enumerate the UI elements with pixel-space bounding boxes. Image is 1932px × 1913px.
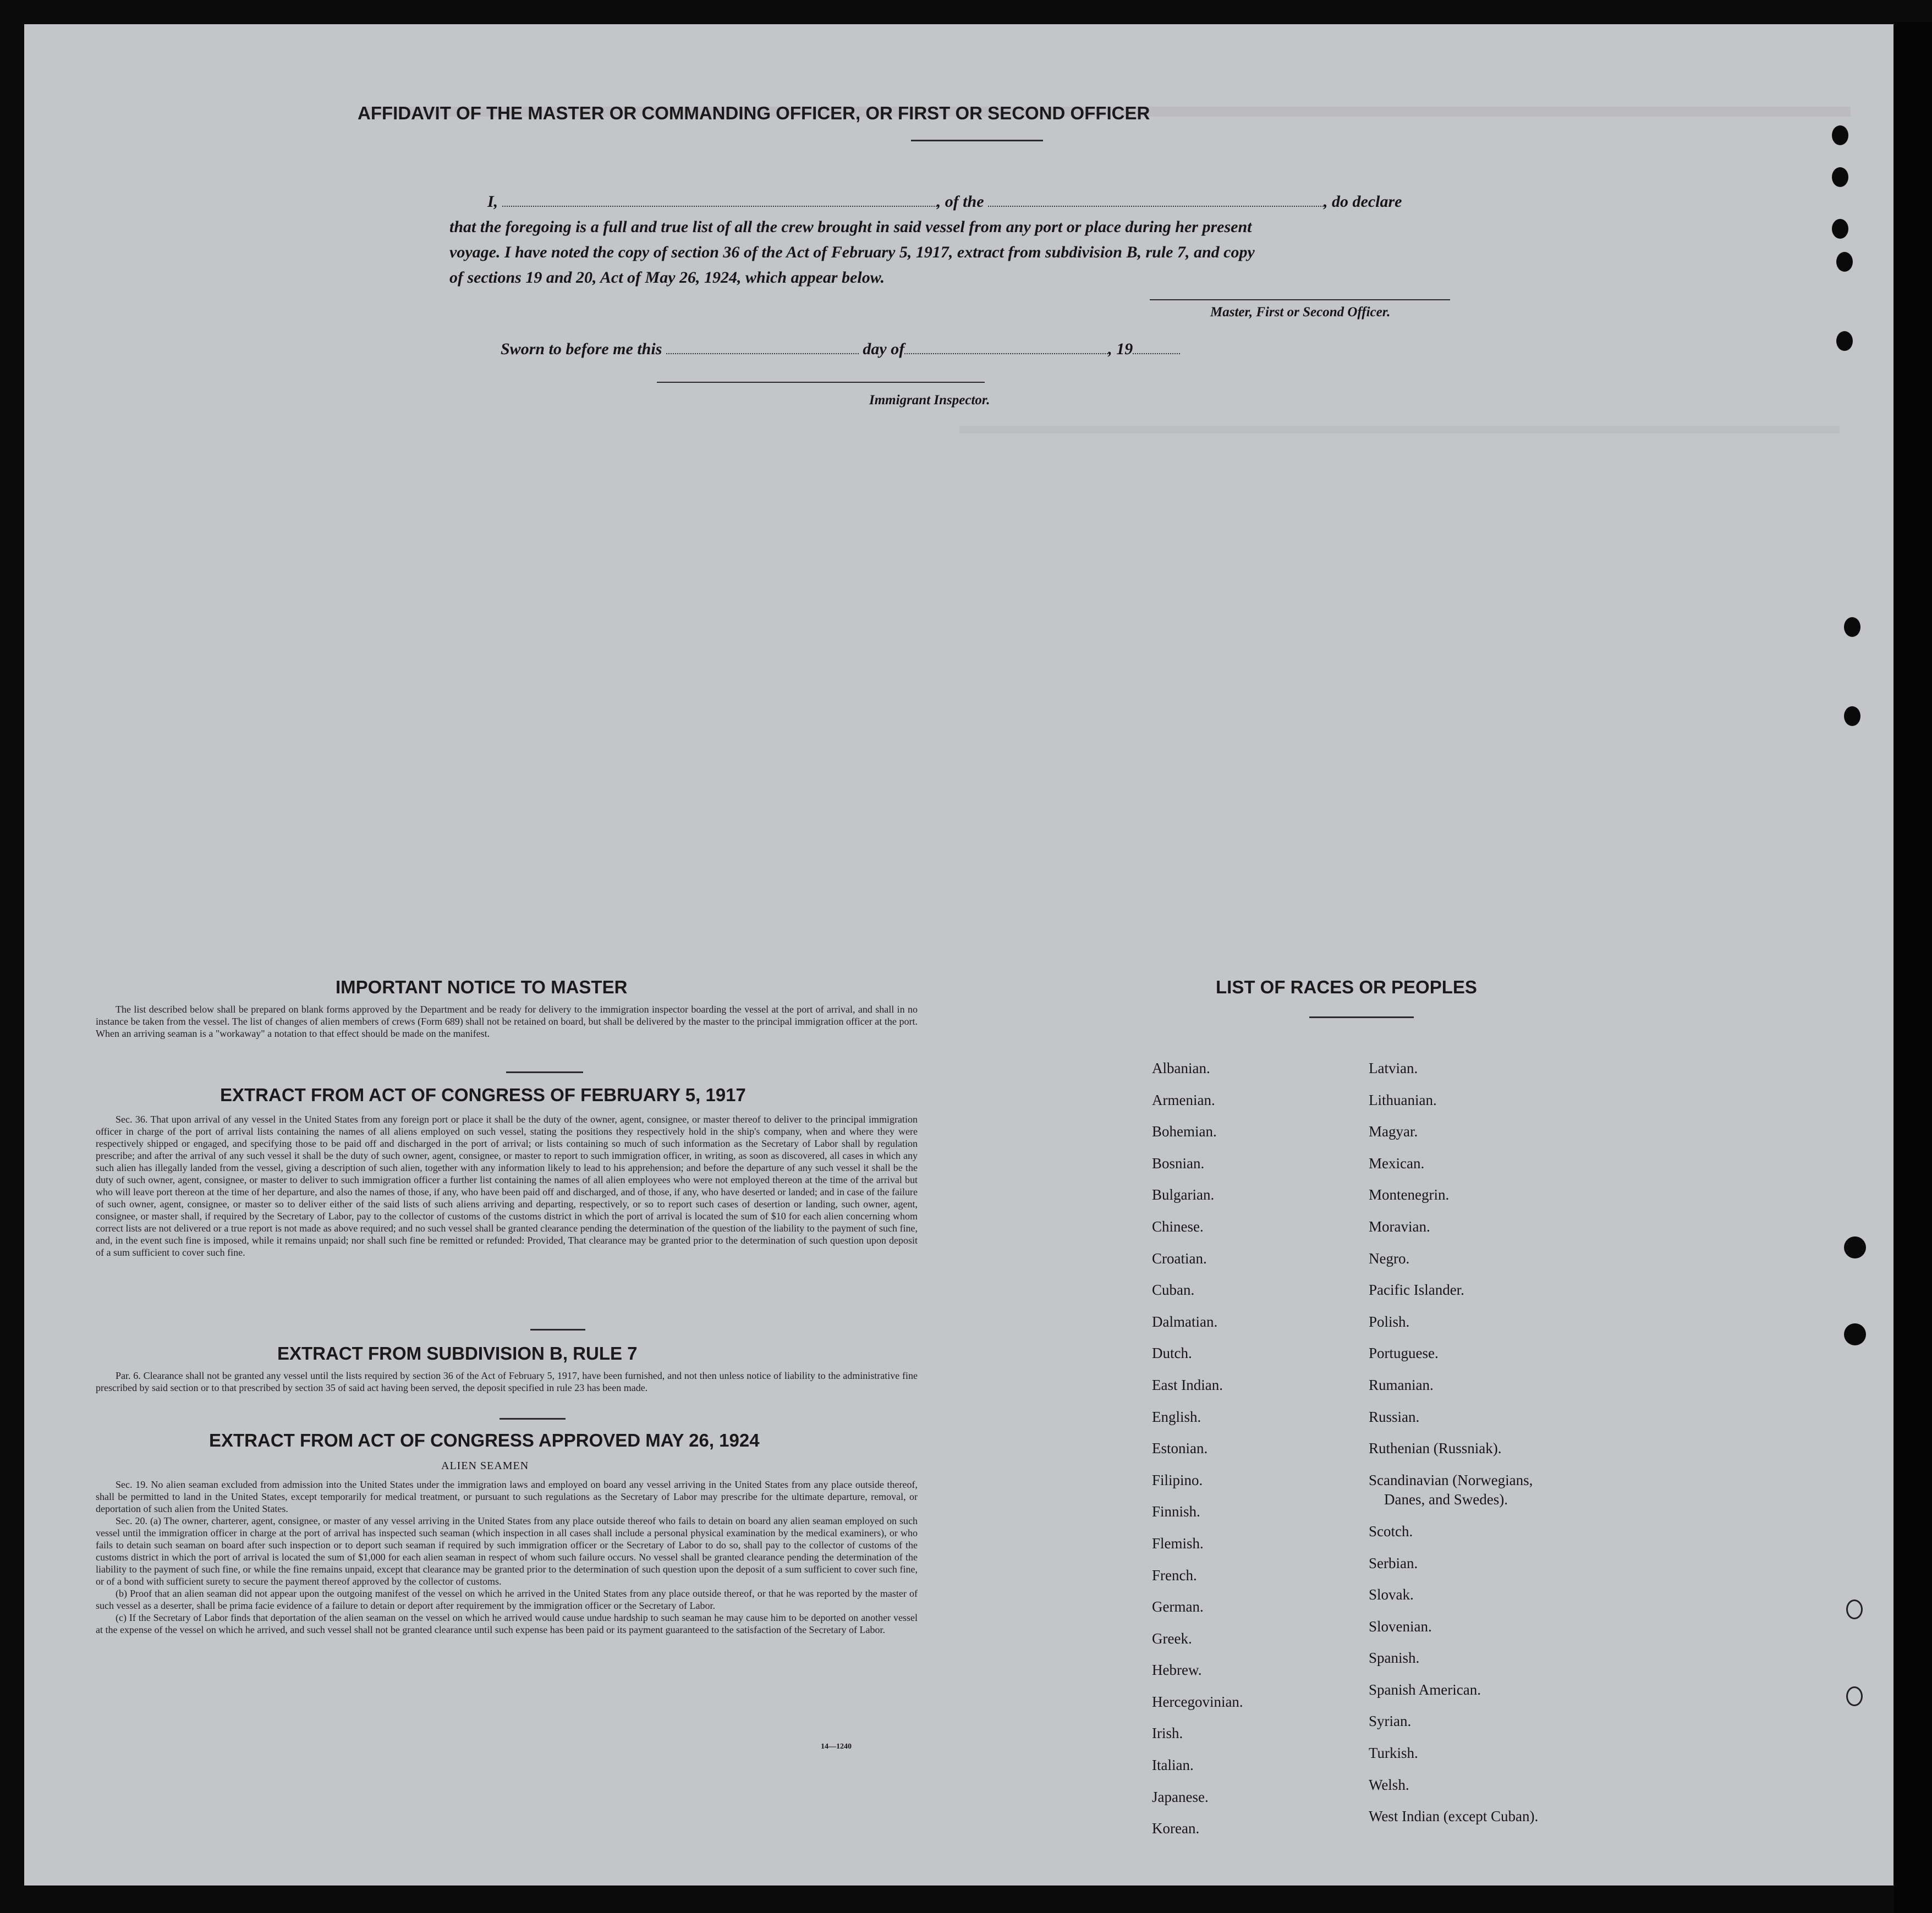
binder-hole (1832, 219, 1848, 239)
binder-hole (1844, 1236, 1866, 1258)
sworn-month-blank[interactable] (904, 339, 1108, 354)
act-1917-title: EXTRACT FROM ACT OF CONGRESS OF FEBRUARY 5, 1917 (220, 1085, 746, 1105)
race-item: Flemish. (1152, 1535, 1204, 1552)
act-1924-title: EXTRACT FROM ACT OF CONGRESS APPROVED MAY 26, 1924 (209, 1430, 760, 1450)
notice-title: IMPORTANT NOTICE TO MASTER (336, 977, 628, 997)
race-item: Filipino. (1152, 1471, 1203, 1488)
binder-hole (1844, 617, 1860, 637)
scan-border (1893, 22, 1932, 1913)
race-item: Latvian. (1369, 1060, 1418, 1076)
affidavit-title: AFFIDAVIT OF THE MASTER OR COMMANDING OFFICER, OR FIRST OR SECOND OFFICER (358, 103, 1150, 123)
declaration-line-1 (487, 189, 1402, 215)
declaration-line-2: that the foregoing is a full and true list of all the crew brought in said vessel from any port or place during her present (449, 218, 1252, 236)
race-item: Spanish. (1369, 1650, 1420, 1667)
race-item: Ruthenian (Russniak). (1369, 1440, 1502, 1457)
race-item: German. (1152, 1598, 1204, 1615)
race-item: Finnish. (1152, 1503, 1200, 1520)
race-item: Scandinavian (Norwegians, (1369, 1471, 1533, 1488)
race-item: Slovenian. (1369, 1618, 1432, 1635)
race-item: Hercegovinian. (1152, 1693, 1243, 1710)
race-item: Irish. (1152, 1725, 1183, 1742)
section-divider (506, 1071, 583, 1073)
race-item: Armenian. (1152, 1091, 1215, 1108)
declaration-line-3: voyage. I have noted the copy of section 36 of the Act of February 5, 1917, extract from subdivision B, rule 7, and copy (449, 243, 1255, 261)
section-divider (500, 1418, 566, 1420)
binder-hole (1844, 1323, 1866, 1345)
vessel-blank[interactable] (988, 191, 1324, 207)
binder-hole (1836, 252, 1853, 272)
inspector-caption: Immigrant Inspector. (869, 393, 990, 408)
races-right-column (1369, 1053, 1538, 1833)
sworn-year: , 19 (1108, 340, 1133, 358)
race-item: Montenegrin. (1369, 1186, 1450, 1203)
race-item: Turkish. (1369, 1745, 1418, 1762)
race-item: Spanish American. (1369, 1681, 1481, 1698)
act-1924-text (96, 1478, 918, 1636)
race-item: Welsh. (1369, 1776, 1409, 1793)
race-item: Cuban. (1152, 1282, 1195, 1299)
binder-hole-ring (1846, 1686, 1863, 1706)
race-item: Dalmatian. (1152, 1313, 1218, 1330)
races-title-underline (1309, 1016, 1414, 1018)
binder-hole-ring (1846, 1599, 1863, 1619)
race-item: Bohemian. (1152, 1123, 1217, 1140)
bleed-through-band (959, 426, 1840, 433)
race-item: Hebrew. (1152, 1662, 1202, 1679)
declaration-of-the: , of the (936, 193, 984, 211)
binder-hole (1836, 331, 1853, 351)
race-item: Greek. (1152, 1630, 1192, 1647)
section-20a-paragraph: Sec. 20. (a) The owner, charterer, agent, consignee, or master of any vessel arriving in the United States from any place outside thereof who fails to detain on board any alien seaman employed on such vessel until the immigration officer in charge at the port of arrival has inspected such seaman (which inspection in all cases shall include a personal physical examination by the medical examiners), or who fails to detain such seaman on board after such inspection or to deport such seaman if required by such immigration officer or the Secretary of Labor to do so, shall pay to the collector of customs of the customs district in which the port of arrival is located the sum of $1,000 for each alien seaman in respect of whom such failure occurs. No vessel shall be granted clearance pending the determination of the liability to the payment of such fine, or while the fine remains unpaid, except that clearance may be granted prior to the determination of such question upon the deposit of a sum sufficient to cover such fine, or of a bond with sufficient surety to secure the payment thereof approved by the collector of customs. (96, 1515, 918, 1587)
race-item: Chinese. (1152, 1218, 1204, 1235)
sworn-day-blank[interactable] (666, 339, 859, 354)
race-item: Dutch. (1152, 1345, 1192, 1362)
section-divider (530, 1329, 585, 1331)
title-underline (911, 140, 1043, 141)
race-item: Danes, and Swedes). (1384, 1491, 1508, 1508)
alien-seamen-subtitle: ALIEN SEAMEN (441, 1460, 529, 1472)
notice-text (96, 1003, 918, 1040)
race-item: Japanese. (1152, 1788, 1209, 1805)
races-left-column (1152, 1053, 1243, 1845)
document-page (24, 24, 1893, 1885)
declaration-i: I, (487, 193, 498, 211)
notice-paragraph: The list described below shall be prepared on blank forms approved by the Department and be ready for delivery to the immigration inspector boarding the vessel at the port of arrival, and shall in no instance be taken from the vessel. The list of changes of alien members of crews (Form 689) shall not be retained on board, but shall be delivered by the master to the principal immigration officer at the port. When an arriving seaman is a "workaway" a notation to that effect should be made on the manifest. (96, 1004, 918, 1039)
declaration-line-4: of sections 19 and 20, Act of May 26, 1924, which appear below. (449, 268, 885, 287)
race-item: East Indian. (1152, 1376, 1223, 1393)
race-item: Italian. (1152, 1757, 1194, 1774)
race-item: Korean. (1152, 1820, 1200, 1837)
race-item: Russian. (1369, 1408, 1420, 1425)
race-item: Mexican. (1369, 1155, 1425, 1172)
section-20b-paragraph: (b) Proof that an alien seaman did not appear upon the outgoing manifest of the vessel on which he arrived in the United States from any place outside thereof, or that he was reported by the master of such vessel as a deserter, shall be prima facie evidence of a failure to detain or deport after requirement by the immigration officer or the Secretary of Labor. (96, 1588, 918, 1611)
signature-line[interactable] (1150, 299, 1450, 300)
race-item: Negro. (1369, 1250, 1410, 1267)
rule-7-title: EXTRACT FROM SUBDIVISION B, RULE 7 (277, 1343, 638, 1364)
name-blank[interactable] (502, 191, 937, 207)
race-item: Lithuanian. (1369, 1091, 1437, 1108)
binder-hole (1844, 706, 1860, 726)
act-1917-text (96, 1113, 918, 1258)
sworn-line (501, 337, 1180, 362)
race-item: Slovak. (1369, 1586, 1414, 1603)
sworn-day-of: day of (863, 340, 905, 358)
race-item: West Indian (except Cuban). (1369, 1808, 1539, 1825)
race-item: Estonian. (1152, 1440, 1208, 1457)
race-item: Scotch. (1369, 1522, 1413, 1540)
section-20c-paragraph: (c) If the Secretary of Labor finds that deportation of the alien seaman on the vessel on which he arrived would cause undue hardship to such seaman he may cause him to be deported on another vessel at the expense of the vessel on which he arrived, and such vessel shall not be granted clearance until such expense has been paid or its payment guaranteed to the satisfaction of the Secretary of Labor. (96, 1612, 918, 1635)
rule-7-text (96, 1370, 918, 1394)
race-item: Bosnian. (1152, 1155, 1205, 1172)
declaration-declare: , do declare (1324, 193, 1402, 211)
race-item: Pacific Islander. (1369, 1282, 1464, 1299)
form-number: 14—1240 (821, 1742, 852, 1751)
binder-hole (1832, 167, 1848, 187)
signature-caption: Master, First or Second Officer. (1210, 305, 1391, 320)
race-item: Rumanian. (1369, 1376, 1434, 1393)
race-item: Magyar. (1369, 1123, 1418, 1140)
race-item: Bulgarian. (1152, 1186, 1215, 1203)
race-item: Syrian. (1369, 1713, 1412, 1730)
paragraph-6: Par. 6. Clearance shall not be granted any vessel until the lists required by section 36 of the Act of February 5, 1917, have been furnished, and not then unless notice of liability to the administrative fine prescribed by said section or to that prescribed by section 35 of said act having been served, the deposit specified in rule 23 has been made. (96, 1370, 918, 1393)
inspector-signature-line[interactable] (657, 382, 985, 383)
race-item: Albanian. (1152, 1060, 1210, 1076)
race-item: Serbian. (1369, 1554, 1418, 1571)
race-item: Moravian. (1369, 1218, 1430, 1235)
section-36-paragraph: Sec. 36. That upon arrival of any vessel in the United States from any foreign port or place it shall be the duty of the owner, agent, consignee, or master thereof to deliver to the principal immigration officer in charge of the port of arrival lists containing the names of all aliens employed on such vessel, stating the positions they respectively hold in the ship's company, when and where they were respectively shipped or engaged, and specifying those to be paid off and discharged in the port of arrival; or lists containing so much of such information as the Secretary of Labor shall by regulation prescribe; and after the arrival of any such vessel it shall be the duty of such owner, agent, consignee, or master to report to such immigration officer, in writing, as soon as discovered, all cases in which any such alien has illegally landed from the vessel, giving a description of such alien, together with any information likely to lead to his apprehension; and before the departure of any such vessel it shall be the duty of such owner, agent, consignee, or master to deliver to such immigration officer a further list containing the names of all alien employees who were not employed thereon at the time of the arrival but who will leave port thereon at the time of her departure, and also the names of those, if any, who have been paid off and discharged, and of those, if any, who have deserted or landed; and in case of the failure of such owner, agent, consignee, or master so to deliver either of the said lists of such aliens arriving and departing, respectively, or so to report such cases of desertion or landing, such owner, agent, consignee, or master shall, if required by the Secretary of Labor, pay to the collector of customs of the customs district in which the port of arrival is located the sum of $10 for each alien concerning whom correct lists are not delivered or a true report is not made as above required; and no such vessel shall be granted clearance pending the determination of the question of the liability to the payment of such fine, and, in the event such fine is imposed, while it remains unpaid; nor shall such fine be remitted or refunded: Provided, That clearance may be granted prior to the determination of such question upon deposit of a sum sufficient to cover such fine. (96, 1114, 918, 1258)
sworn-prefix: Sworn to before me this (501, 340, 662, 358)
race-item: French. (1152, 1566, 1197, 1584)
races-title: LIST OF RACES OR PEOPLES (1216, 977, 1477, 997)
sworn-year-blank[interactable] (1133, 339, 1180, 354)
race-item: Polish. (1369, 1313, 1410, 1330)
race-item: English. (1152, 1408, 1201, 1425)
race-item: Croatian. (1152, 1250, 1207, 1267)
race-item: Portuguese. (1369, 1345, 1439, 1362)
binder-hole (1832, 125, 1848, 145)
section-19-paragraph: Sec. 19. No alien seaman excluded from admission into the United States under the immigration laws and employed on board any vessel arriving in the United States from any place outside thereof, shall be permitted to land in the United States, except temporarily for medical treatment, or pursuant to such regulations as the Secretary of Labor may prescribe for the ultimate departure, removal, or deportation of such alien from the United States. (96, 1479, 918, 1514)
